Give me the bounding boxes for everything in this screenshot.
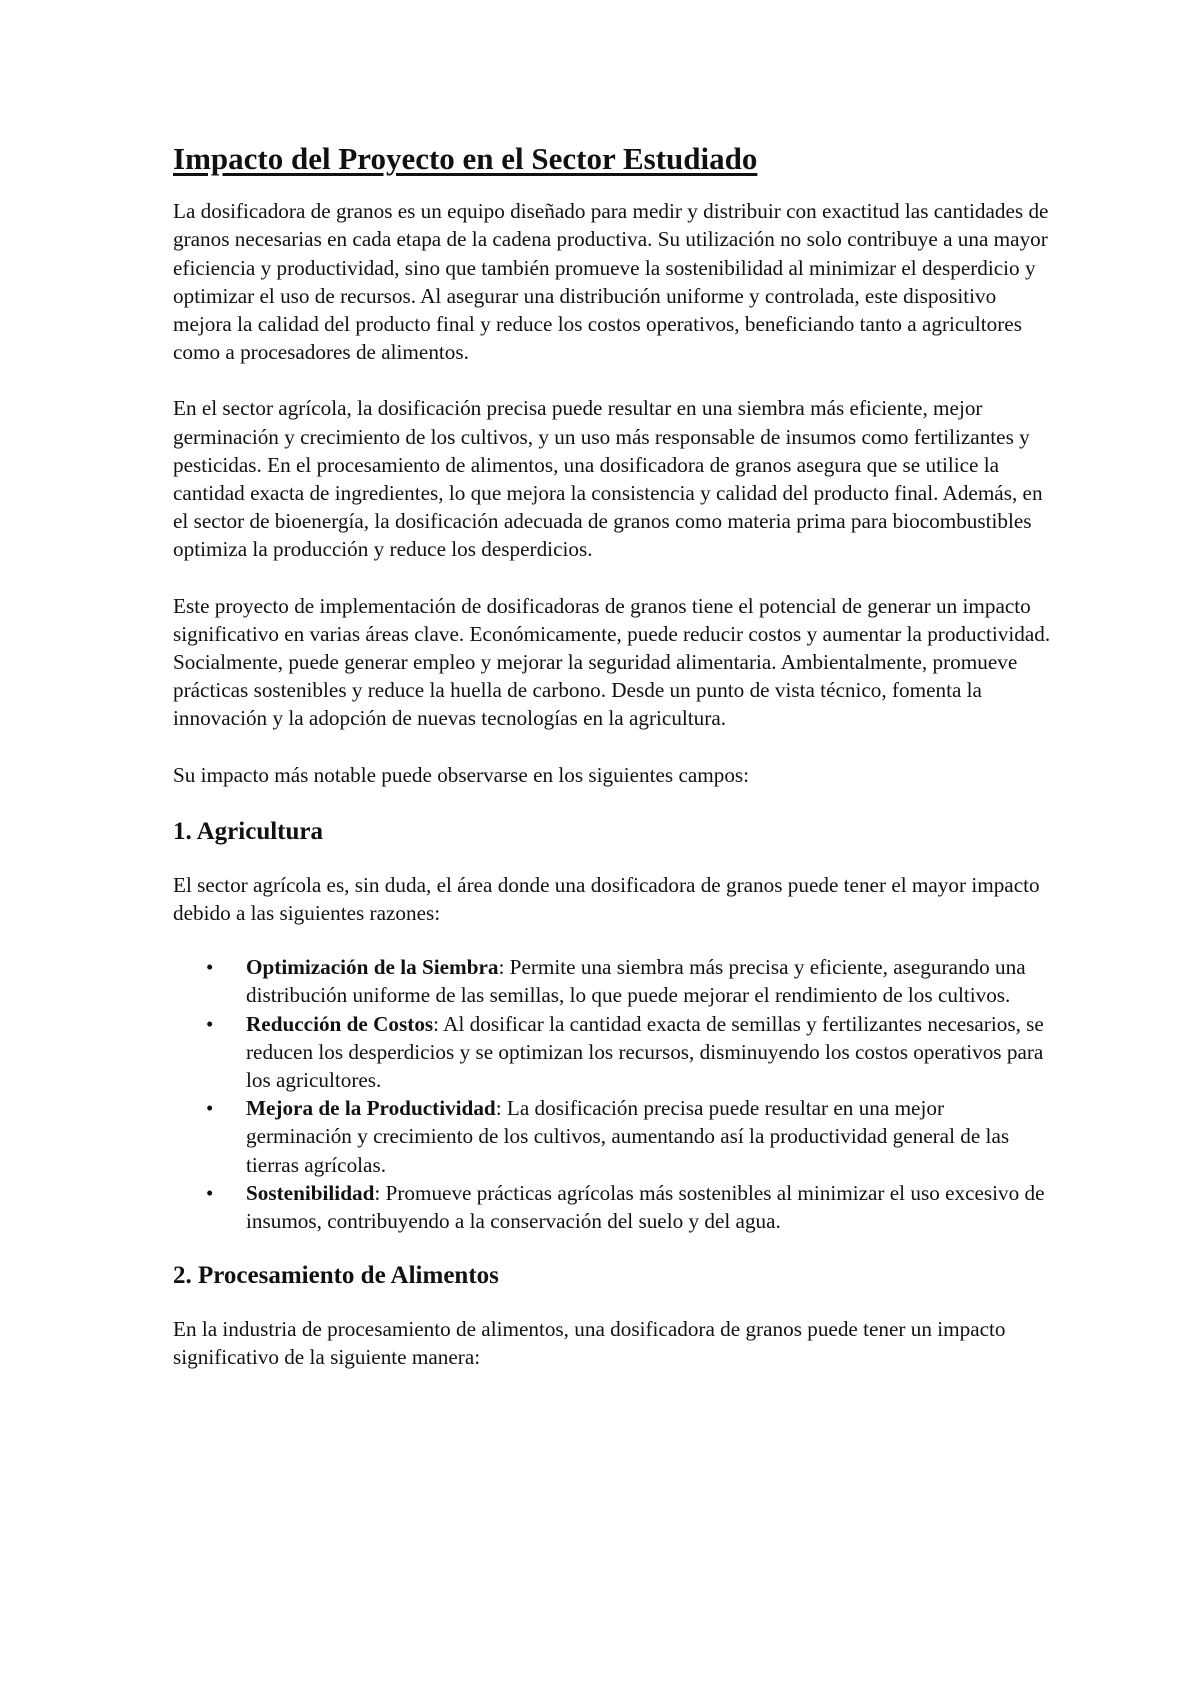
bullet-text: : Al dosificar la cantidad exacta de semillas y fertilizantes necesarios, se reducen los desperdicios y se optimizan los recursos, disminuyendo los costos operativos para los agricultores. xyxy=(246,1011,1044,1093)
section-intro-procesamiento: En la industria de procesamiento de alimentos, una dosificadora de granos puede tener un impacto significativo de la siguiente manera: xyxy=(173,1317,1006,1370)
bullet-icon: • xyxy=(206,1011,214,1036)
bullet-text: : Permite una siembra más precisa y eficiente, asegurando una distribución uniforme de las semillas, lo que puede mejorar el rendimiento de los cultivos. xyxy=(246,955,1026,1008)
section-intro-agricultura: El sector agrícola es, sin duda, el área donde una dosificadora de granos puede tener el mayor impacto debido a las siguientes razones: xyxy=(173,872,1040,926)
list-item xyxy=(173,953,1053,1009)
list-item xyxy=(173,1094,1053,1179)
list-item xyxy=(173,1179,1053,1235)
bullet-term: Sostenibilidad xyxy=(246,1180,375,1205)
bullet-term: Mejora de la Productividad xyxy=(246,1096,496,1121)
paragraph-intro: La dosificadora de granos es un equipo diseñado para medir y distribuir con exactitud las cantidades de granos necesarias en cada etapa de la cadena productiva. Su utilización no solo contribuye a una mayor eficiencia y productividad, sino que también promueve la sostenibilidad al minimizar el desperdicio y optimizar el uso de recursos. Al asegurar una distribución uniforme y controlada, este dispositivo mejora la calidad del producto final y reduce los costos operativos, beneficiando tanto a agricultores como a procesadores de alimentos. xyxy=(173,199,1049,365)
bullet-term: Optimización de la Siembra xyxy=(246,955,499,980)
bullet-icon: • xyxy=(206,1180,214,1205)
paragraph-fields-lead: Su impacto más notable puede observarse en los siguientes campos: xyxy=(173,762,750,787)
document-page xyxy=(173,140,1053,1400)
paragraph-sectors: En el sector agrícola, la dosificación precisa puede resultar en una siembra más eficiente, mejor germinación y crecimiento de los cultivos, y un uso más responsable de insumos como fertilizantes y pesticidas. En el procesamiento de alimentos, una dosificadora de granos asegura que se utilice la cantidad exacta de ingredientes, lo que mejora la consistencia y calidad del producto final. Además, en el sector de bioenergía, la dosificación adecuada de granos como materia prima para biocombustibles optimiza la producción y reduce los desperdicios. xyxy=(173,396,1043,562)
list-item xyxy=(173,1010,1053,1095)
bullet-icon: • xyxy=(206,955,214,980)
section-heading-agricultura: 1. Agricultura xyxy=(173,817,323,845)
bullet-text: : La dosificación precisa puede resultar en una mejor germinación y crecimiento de los cultivos, aumentando así la productividad general de las tierras agrícolas. xyxy=(246,1096,1010,1177)
bullet-text: : Promueve prácticas agrícolas más sostenibles al minimizar el uso excesivo de insumos, contribuyendo a la conservación del suelo y del agua. xyxy=(246,1180,1045,1234)
page-title: Impacto del Proyecto en el Sector Estudiado xyxy=(173,141,758,176)
paragraph-impact: Este proyecto de implementación de dosificadoras de granos tiene el potencial de generar un impacto significativo en varias áreas clave. Económicamente, puede reducir costos y aumentar la productividad. Socialmente, puede generar empleo y mejorar la seguridad alimentaria. Ambientalmente, promueve prácticas sostenibles y reduce la huella de carbono. Desde un punto de vista técnico, fomenta la innovación y la adopción de nuevas tecnologías en la agricultura. xyxy=(173,593,1051,731)
section-heading-procesamiento: 2. Procesamiento de Alimentos xyxy=(173,1262,499,1290)
bullet-list-agricultura xyxy=(173,953,1053,1235)
bullet-icon: • xyxy=(206,1096,214,1121)
bullet-term: Reducción de Costos xyxy=(246,1011,434,1036)
